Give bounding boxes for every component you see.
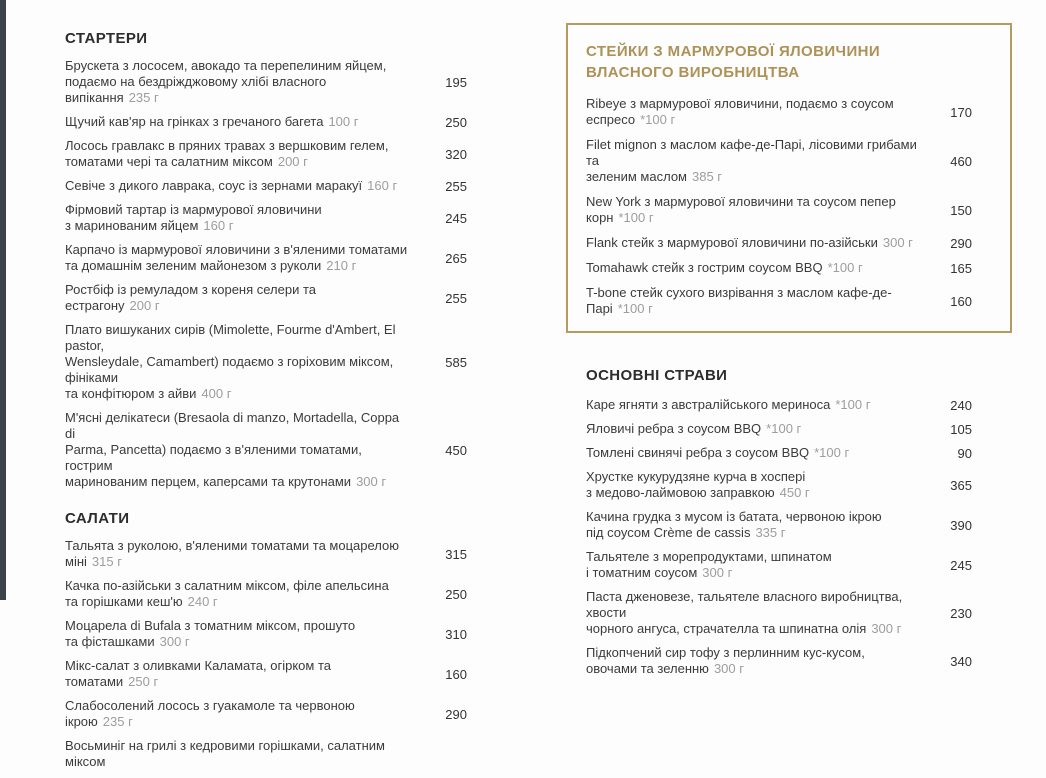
item-weight: 400 г <box>201 386 232 401</box>
item-weight: 450 г <box>779 485 810 500</box>
menu-item <box>586 397 972 413</box>
menu-section-steaks <box>566 23 1012 333</box>
item-price: 365 <box>950 477 972 493</box>
item-description <box>586 509 932 541</box>
item-price: 245 <box>950 557 972 573</box>
item-price: 450 <box>445 442 467 458</box>
item-price: 150 <box>950 202 972 218</box>
item-weight: 235 г <box>128 90 159 105</box>
item-description <box>65 58 421 106</box>
item-description-line: томатами чері та салатним міксом 200 г <box>65 154 308 169</box>
item-weight: *100 г <box>827 260 863 275</box>
item-description <box>586 96 932 128</box>
menu-item <box>586 469 972 501</box>
menu-item <box>586 421 972 437</box>
item-description <box>65 138 421 170</box>
item-description-line: з маринованим яйцем 160 г <box>65 218 234 233</box>
item-price: 160 <box>950 293 972 309</box>
item-description-line: Щучий кав'яр на грінках з гречаного багета 100 г <box>65 114 359 129</box>
section-title-mains: ОСНОВНІ СТРАВИ <box>586 367 728 384</box>
item-description <box>65 114 421 130</box>
item-price: 460 <box>950 153 972 169</box>
item-description-line: Качка по-азійськи з салатним міксом, філе апельсина <box>65 578 389 593</box>
menu-item <box>586 445 972 461</box>
item-price: 165 <box>950 260 972 276</box>
section-title-steaks <box>586 41 972 83</box>
item-description-line: овочами та зеленню 300 г <box>586 661 744 676</box>
item-description-line: New York з мармурової яловичини та соусом пепер корн *100 г <box>586 194 896 225</box>
item-weight: 160 г <box>367 178 398 193</box>
item-description <box>65 410 421 490</box>
item-description-line: T-bone стейк сухого визрівання з маслом кафе-де-Парі *100 г <box>586 285 892 316</box>
section-title-starters: СТАРТЕРИ <box>65 30 148 47</box>
item-description-line: Filet mignon з маслом кафе-де-Парі, лісовими грибами та <box>586 137 917 168</box>
menu-item <box>65 738 467 770</box>
menu-item <box>586 509 972 541</box>
item-description-line: Мікс-салат з оливками Каламата, огірком та томатами 250 г <box>65 658 331 689</box>
item-description <box>586 260 932 276</box>
menu-item <box>65 178 467 194</box>
salads-item-list <box>65 538 467 770</box>
item-description-line: Карпачо із мармурової яловичини з в'яленими томатами <box>65 242 408 257</box>
item-price: 170 <box>950 104 972 120</box>
item-description-line: Моцарела di Bufala з томатним міксом, прошуто <box>65 618 356 633</box>
item-weight: 300 г <box>871 621 902 636</box>
item-weight: 160 г <box>203 218 234 233</box>
viewer-left-edge-band <box>0 0 6 600</box>
item-price: 390 <box>950 517 972 533</box>
item-price: 585 <box>445 354 467 370</box>
item-description-line: зеленим маслом 385 г <box>586 169 723 184</box>
item-description <box>586 445 932 461</box>
item-description-line: Лосось гравлакс в пряних травах з вершковим гелем, <box>65 138 389 153</box>
item-description <box>65 242 421 274</box>
item-description-line: Фірмовий тартар із мармурової яловичини <box>65 202 322 217</box>
menu-right-column <box>566 23 1012 685</box>
item-weight: 250 г <box>128 674 159 689</box>
menu-item <box>65 578 467 610</box>
item-weight: 300 г <box>356 474 387 489</box>
item-description-line: Севіче з дикого лаврака, соус із зернами маракуї 160 г <box>65 178 398 193</box>
item-price: 320 <box>445 146 467 162</box>
item-price: 250 <box>445 114 467 130</box>
item-description <box>65 322 421 402</box>
menu-item <box>65 538 467 570</box>
menu-item <box>586 285 972 317</box>
item-description-line: Wensleydale, Camambert) подаємо з горіховим міксом, фініками <box>65 354 394 385</box>
item-description <box>65 698 421 730</box>
item-price: 255 <box>445 290 467 306</box>
item-description-line: та фісташками 300 г <box>65 634 190 649</box>
menu-section-starters <box>65 30 467 490</box>
menu-item <box>65 202 467 234</box>
item-description-line: М'ясні делікатеси (Bresaola di manzo, Mortadella, Coppa di <box>65 410 400 441</box>
item-price: 245 <box>445 210 467 226</box>
item-weight: 235 г <box>102 714 133 729</box>
item-weight: *100 г <box>618 210 654 225</box>
item-description-line: та горішками кеш'ю 240 г <box>65 594 218 609</box>
item-weight: 240 г <box>187 594 218 609</box>
item-description-line: під соусом Crème de cassis 335 г <box>586 525 786 540</box>
item-description-line: Каре ягняти з австралійського мериноса *100 г <box>586 397 871 412</box>
section-title-salads: САЛАТИ <box>65 510 130 527</box>
menu-left-column <box>65 30 467 778</box>
mains-item-list <box>586 397 972 677</box>
item-description <box>586 421 932 437</box>
item-price: 290 <box>950 235 972 251</box>
item-price: 310 <box>445 626 467 642</box>
item-description-line: Паста дженовезе, тальятеле власного виробництва, хвости <box>586 589 903 620</box>
item-description <box>586 589 932 637</box>
item-description <box>586 285 932 317</box>
item-weight: 300 г <box>702 565 733 580</box>
menu-item <box>65 322 467 402</box>
item-price: 250 <box>445 586 467 602</box>
item-price: 90 <box>957 445 972 461</box>
menu-section-salads <box>65 510 467 770</box>
steaks-title-line-2: ВЛАСНОГО ВИРОБНИЦТВА <box>586 64 800 81</box>
item-price: 105 <box>950 421 972 437</box>
item-description-line: Восьминіг на грилі з кедровими горішками, салатним міксом <box>65 738 385 769</box>
steaks-item-list <box>586 96 972 317</box>
item-description <box>586 549 932 581</box>
item-description <box>65 738 421 770</box>
item-weight: 300 г <box>713 661 744 676</box>
item-weight: *100 г <box>617 301 653 316</box>
item-weight: 200 г <box>277 154 308 169</box>
item-weight: 300 г <box>882 235 913 250</box>
menu-item <box>586 589 972 637</box>
item-description <box>65 178 421 194</box>
item-price: 315 <box>445 546 467 562</box>
item-description-line: подаємо на бездріжджовому хлібі власного випікання 235 г <box>65 74 327 105</box>
item-description-line: Слабосолений лосось з гуакамоле та червоною ікрою 235 г <box>65 698 355 729</box>
starters-item-list <box>65 58 467 490</box>
item-price: 290 <box>445 706 467 722</box>
item-price: 255 <box>445 178 467 194</box>
menu-item <box>65 282 467 314</box>
item-weight: 300 г <box>159 634 190 649</box>
item-price: 195 <box>445 74 467 90</box>
item-description-line: Томлені свинячі ребра з соусом BBQ *100 г <box>586 445 850 460</box>
item-price: 265 <box>445 250 467 266</box>
item-price: 340 <box>950 653 972 669</box>
menu-item <box>586 137 972 185</box>
menu-item <box>586 194 972 226</box>
item-weight: *100 г <box>640 112 676 127</box>
menu-item <box>65 658 467 690</box>
menu-item <box>586 645 972 677</box>
item-description-line: Хрустке кукурудзяне курча в хоспері <box>586 469 806 484</box>
item-description-line: Тальятеле з морепродуктами, шпинатом <box>586 549 832 564</box>
item-description <box>65 578 421 610</box>
menu-item <box>65 114 467 130</box>
item-description <box>65 538 421 570</box>
item-description-line: Качина грудка з мусом із батата, червоною ікрою <box>586 509 882 524</box>
item-description-line: з медово-лаймовою заправкою 450 г <box>586 485 810 500</box>
item-description-line: Підкопчений сир тофу з перлинним кус-кусом, <box>586 645 865 660</box>
menu-item <box>586 260 972 276</box>
menu-item <box>65 138 467 170</box>
item-weight: 385 г <box>692 169 723 184</box>
item-description <box>586 645 932 677</box>
item-weight: 315 г <box>91 554 122 569</box>
item-description-line: Parma, Pancetta) подаємо з в'яленими томатами, гострим <box>65 442 362 473</box>
item-description <box>65 658 421 690</box>
item-description-line: Tomahawk стейк з гострим соусом BBQ *100 г <box>586 260 863 275</box>
item-weight: 200 г <box>129 298 160 313</box>
item-description-line: Тальята з руколою, в'яленими томатами та моцарелою міні 315 г <box>65 538 400 569</box>
item-weight: 100 г <box>328 114 359 129</box>
item-weight: 335 г <box>755 525 786 540</box>
item-description-line: та домашнім зеленим майонезом з руколи 210 г <box>65 258 357 273</box>
menu-item <box>586 549 972 581</box>
item-weight: 210 г <box>326 258 357 273</box>
item-description <box>65 202 421 234</box>
item-description-line: Плато вишуканих сирів (Mimolette, Fourme d'Ambert, El pastor, <box>65 322 396 353</box>
menu-item <box>65 242 467 274</box>
item-description-line: та конфітюром з айви 400 г <box>65 386 232 401</box>
item-weight: *100 г <box>835 397 871 412</box>
item-description <box>586 137 932 185</box>
item-description <box>586 469 932 501</box>
item-price: 240 <box>950 397 972 413</box>
item-price: 230 <box>950 605 972 621</box>
item-description-line: Брускета з лососем, авокадо та перепелиним яйцем, <box>65 58 387 73</box>
item-description-line: чорного ангуса, страчателла та шпинатна олія 300 г <box>586 621 902 636</box>
steaks-title-line-1: СТЕЙКИ З МАРМУРОВОЇ ЯЛОВИЧИНИ <box>586 43 881 60</box>
item-description-line: Яловичі ребра з соусом BBQ *100 г <box>586 421 802 436</box>
menu-item <box>65 698 467 730</box>
item-description <box>586 235 932 251</box>
item-weight: *100 г <box>766 421 802 436</box>
item-description-line: Ribeye з мармурової яловичини, подаємо з соусом еспресо *100 г <box>586 96 894 127</box>
item-description-line: Flank стейк з мармурової яловичини по-азійськи 300 г <box>586 235 913 250</box>
item-description-line: Ростбіф із ремуладом з кореня селери та естрагону 200 г <box>65 282 317 313</box>
item-description-line: маринованим перцем, каперсами та крутонами 300 г <box>65 474 387 489</box>
menu-item <box>586 96 972 128</box>
menu-item <box>65 618 467 650</box>
item-description <box>586 397 932 413</box>
item-description-line: і томатним соусом 300 г <box>586 565 733 580</box>
menu-item <box>65 58 467 106</box>
item-description <box>65 282 421 314</box>
item-description <box>586 194 932 226</box>
item-description <box>65 618 421 650</box>
item-weight: *100 г <box>814 445 850 460</box>
menu-item <box>586 235 972 251</box>
menu-section-mains <box>566 367 1012 677</box>
menu-item <box>65 410 467 490</box>
item-price: 160 <box>445 666 467 682</box>
